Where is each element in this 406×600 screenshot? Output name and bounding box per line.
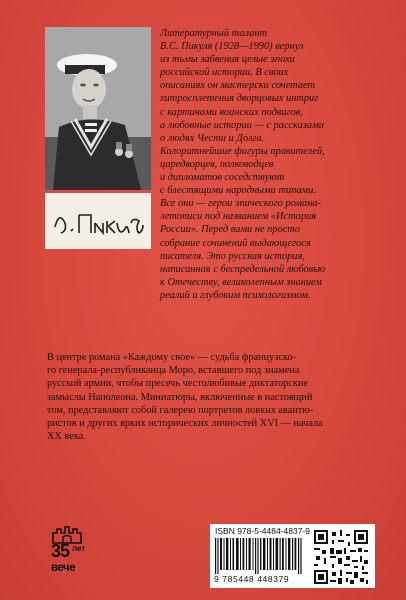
blurb-line: летописи под названием «История [160,211,317,223]
blurb-line: к Отечеству, великолепным знанием [160,276,323,288]
author-photo [45,27,151,190]
synopsis-line: ристов и других ярких исторических личностей XVI — начала [47,418,323,430]
blurb-line: с блестящими народными типами. [160,185,316,197]
publisher-logo [49,525,93,581]
synopsis-line: В центре романа «Каждому свое» — судьба французско- [47,352,297,363]
barcode-digits: 9 785448 448379 [214,574,290,584]
blurb-line: а любовные истории — с рассказами [160,119,324,131]
blurb-line: хитросплетения дворцовых интриг [160,93,319,105]
anniversary-number: 35 [51,541,70,561]
signature-handwriting [45,193,151,249]
blurb-line: собрание сочинений выдающегося [160,237,311,249]
blurb-line: о людях Чести и Долга. [160,132,265,144]
qr-code [314,530,368,584]
blurb-line: и дипломатов соседствуют [160,172,285,184]
blurb-line: с картинами воинских подвигов, [160,106,303,118]
blurb-line: В.С. Пикуля (1928—1990) вернул [160,41,304,53]
barcode-panel [210,524,375,588]
author-portrait-image [45,27,151,190]
author-signature [45,193,151,249]
synopsis-line: русской армии, чтобы пресечь честолюбивые диктаторские [47,378,308,390]
blurb-line: написанная с беспредельной любовью [160,263,326,275]
ean-barcode [215,538,307,574]
author-blurb [160,27,370,302]
blurb-line: описаниях он мастерски сочетает [160,80,315,92]
blurb-line: из тьмы забвения целые эпохи [160,54,295,66]
book-synopsis [47,351,377,443]
anniversary-word: лет [72,544,86,553]
blurb-line: царедворцев, полководцев [160,158,274,170]
blurb-line: Литературный талант [160,28,267,39]
blurb-line: российской истории. В своих [160,67,289,79]
synopsis-line: том, представляют собой галерею портретов ловких авантю- [47,404,314,416]
isbn-label: ISBN 978-5-4484-4837-9 [215,526,310,536]
publisher-name: вече [51,562,76,574]
blurb-line: России». Перед вами не просто [160,224,301,236]
blurb-line: писателя. Это русская история, [160,250,305,262]
synopsis-line: замыслы Наполеона. Миниатюры, включенные в настоящий [47,391,313,403]
blurb-line: Все они — герои эпического романа- [160,198,322,210]
blurb-line: реалий и глубоким психологизмом. [160,289,311,301]
synopsis-line: го генерала-республиканца Моро, вставшего под знамена [47,365,300,377]
synopsis-line: XX века. [47,431,86,443]
blurb-line: Колоритнейшие фигуры правителей, [160,145,325,157]
